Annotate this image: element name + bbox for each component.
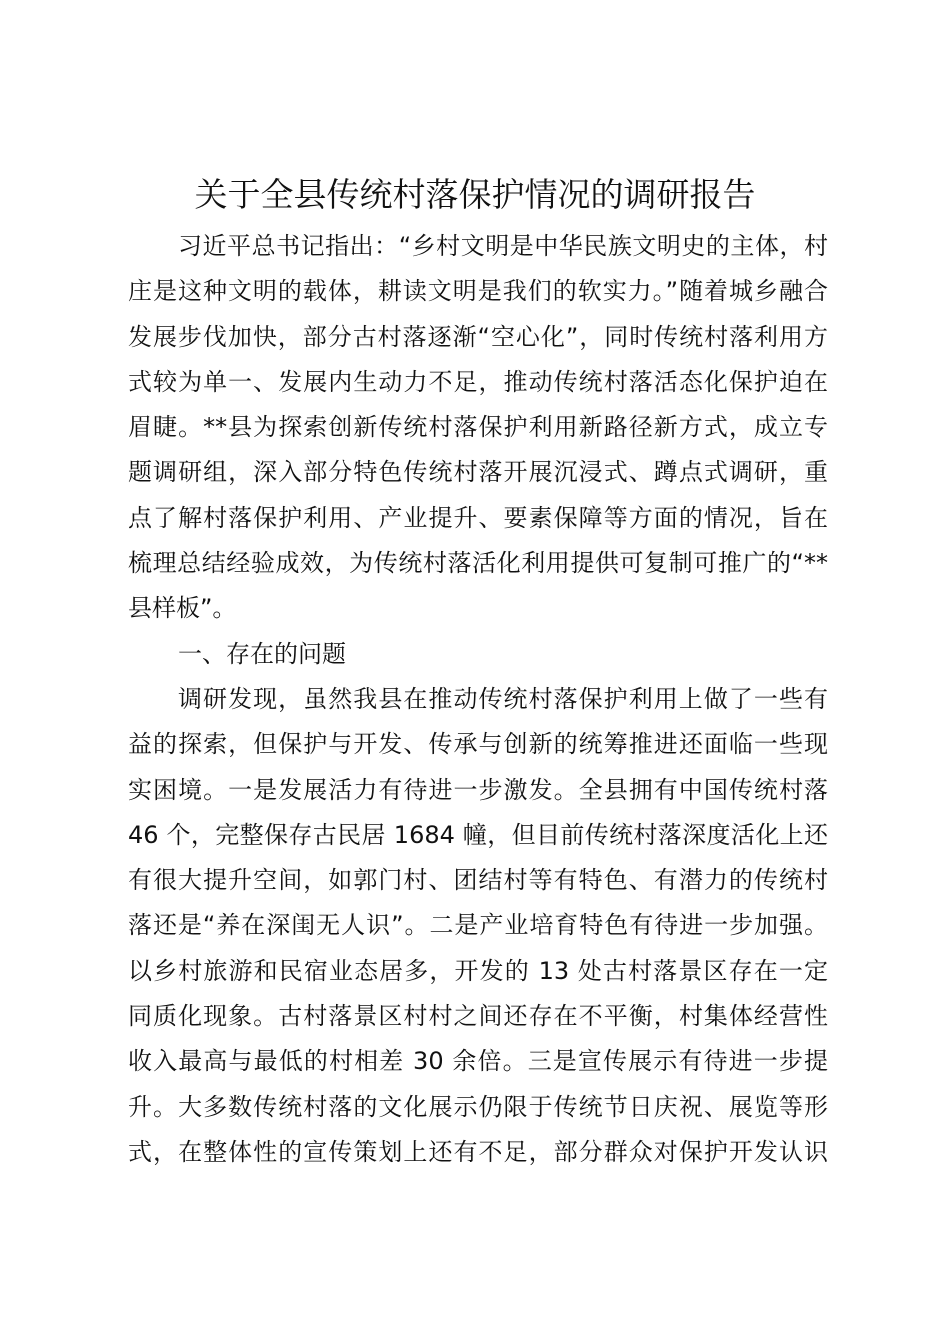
paragraph-line: 升。大多数传统村落的文化展示仍限于传统节日庆祝、展览等形 [128,1092,828,1121]
paragraph-line: 习近平总书记指出：“乡村文明是中华民族文明史的主体，村 [178,232,828,260]
paragraph-line: 梳理总结经验成效，为传统村落活化利用提供可复制可推广的“** [128,549,828,578]
document-title: 关于全县传统村落保护情况的调研报告 [194,175,756,214]
paragraph-line: 益的探索，但保护与开发、传承与创新的统筹推进还面临一些现 [128,730,828,759]
document-body [128,224,828,1175]
paragraph-line: 县样板”。 [128,594,237,623]
paragraph-line: 点了解村落保护利用、产业提升、要素保障等方面的情况，旨在 [128,503,828,532]
paragraph-line: 发展步伐加快，部分古村落逐渐“空心化”，同时传统村落利用方 [128,322,828,351]
paragraph-line: 题调研组，深入部分特色传统村落开展沉浸式、蹲点式调研，重 [128,458,828,487]
paragraph-line: 眉睫。**县为探索创新传统村落保护利用新路径新方式，成立专 [128,413,828,442]
paragraph-line: 实困境。一是发展活力有待进一步激发。全县拥有中国传统村落 [128,775,828,804]
paragraph-line: 收入最高与最低的村相差 30 余倍。三是宣传展示有待进一步提 [128,1047,828,1076]
paragraph-line: 以乡村旅游和民宿业态居多，开发的 13 处古村落景区存在一定 [128,956,828,985]
paragraph-line: 同质化现象。古村落景区村村之间还存在不平衡，村集体经营性 [128,1002,828,1031]
section-heading: 一、存在的问题 [178,639,346,668]
paragraph-line: 调研发现，虽然我县在推动传统村落保护利用上做了一些有 [178,684,828,713]
paragraph-line: 有很大提升空间，如郭门村、团结村等有特色、有潜力的传统村 [128,866,828,895]
paragraph-line: 式，在整体性的宣传策划上还有不足，部分群众对保护开发认识 [128,1137,828,1166]
paragraph-line: 落还是“养在深闺无人识”。二是产业培育特色有待进一步加强。 [128,911,828,940]
paragraph-line: 式较为单一、发展内生动力不足，推动传统村落活态化保护迫在 [128,367,828,396]
paragraph-line: 46 个，完整保存古民居 1684 幢，但目前传统村落深度活化上还 [128,820,828,849]
paragraph-line: 庄是这种文明的载体，耕读文明是我们的软实力。”随着城乡融合 [128,277,828,306]
